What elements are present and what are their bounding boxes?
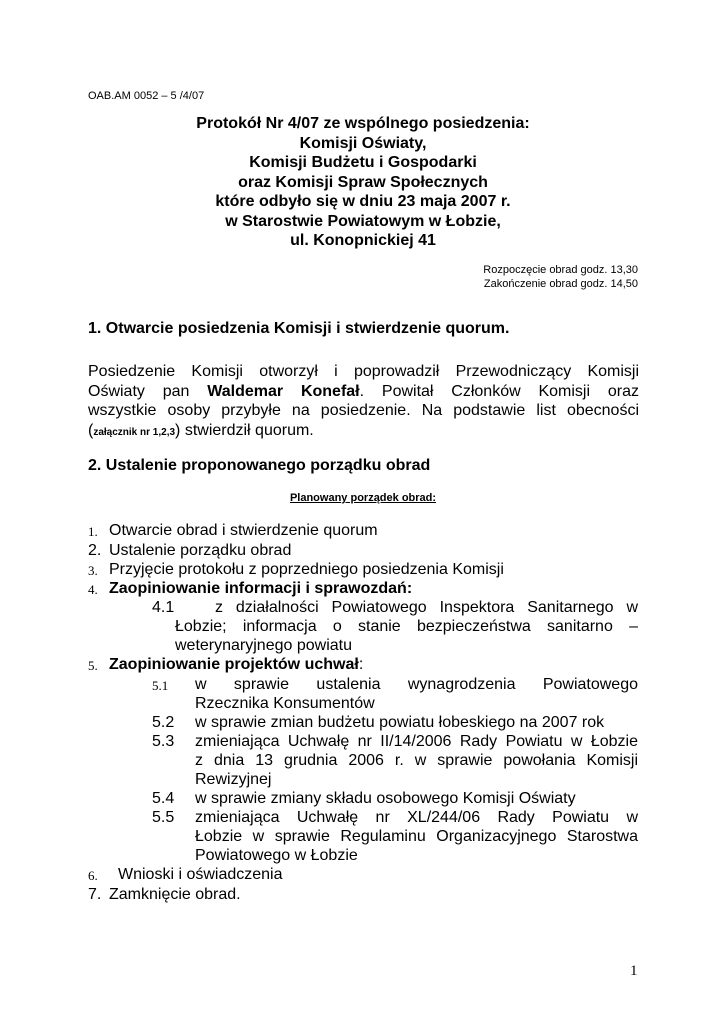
sub-item-number: 5.4 bbox=[152, 790, 175, 807]
agenda-number: 2. bbox=[88, 542, 102, 559]
sub-item-line: z dnia 13 grudnia 2006 r. w sprawie powołania Komisji bbox=[195, 752, 638, 769]
agenda-item: Ustalenie porządku obrad bbox=[109, 542, 292, 559]
section1-heading: 1. Otwarcie posiedzenia Komisji i stwierdzenie quorum. bbox=[88, 320, 510, 337]
end-time: Zakończenie obrad godz. 14,50 bbox=[483, 278, 638, 290]
para-text: Oświaty pan bbox=[88, 382, 208, 400]
sub-item-line: weterynaryjnego powiatu bbox=[175, 637, 352, 654]
agenda-item-suffix: : bbox=[358, 656, 364, 673]
sub-item-line: w sprawie ustalenia wynagrodzenia Powiatowego bbox=[195, 676, 638, 693]
document-reference: OAB.AM 0052 – 5 /4/07 bbox=[88, 90, 205, 102]
sub-item-line: Powiatowego w Łobzie bbox=[195, 847, 358, 864]
sub-item-line: zmieniająca Uchwałę nr II/14/2006 Rady Powiatu w Łobzie bbox=[195, 733, 638, 750]
para-line: Posiedzenie Komisji otworzył i poprowadził Przewodniczący Komisji bbox=[88, 363, 639, 380]
sub-item-line: Rewizyjnej bbox=[195, 771, 272, 788]
sub-item-line: zmieniająca Uchwałę nr XL/244/06 Rady Powiatu w bbox=[195, 809, 638, 826]
title-line: oraz Komisji Spraw Społecznych bbox=[238, 173, 488, 191]
agenda-number: 4. bbox=[88, 582, 98, 597]
para-text: . Powitał Członków Komisji oraz bbox=[359, 382, 639, 400]
agenda-item: Otwarcie obrad i stwierdzenie quorum bbox=[109, 522, 378, 539]
sub-item-number: 5.2 bbox=[152, 714, 175, 731]
para-text: ) stwierdził quorum. bbox=[175, 421, 314, 439]
sub-item-line: w sprawie zmiany składu osobowego Komisji Oświaty bbox=[195, 790, 576, 807]
sub-item-number: 4.1 bbox=[152, 599, 175, 616]
agenda-item bbox=[109, 656, 363, 674]
document-title bbox=[88, 114, 638, 251]
planned-agenda-label: Planowany porządek obrad: bbox=[289, 492, 437, 504]
session-times bbox=[483, 263, 638, 291]
section2-heading: 2. Ustalenie proponowanego porządku obrad bbox=[88, 457, 431, 474]
start-time: Rozpoczęcie obrad godz. 13,30 bbox=[483, 264, 638, 276]
sub-item-line: w sprawie zmian budżetu powiatu łobeskiego na 2007 rok bbox=[195, 714, 605, 731]
para-line bbox=[88, 382, 639, 402]
agenda-item: Przyjęcie protokołu z poprzedniego posiedzenia Komisji bbox=[109, 561, 504, 578]
title-line: w Starostwie Powiatowym w Łobzie, bbox=[225, 212, 501, 230]
para-line bbox=[88, 421, 639, 441]
title-line: ul. Konopnickiej 41 bbox=[290, 232, 436, 249]
sub-item-number: 5.1 bbox=[152, 678, 169, 693]
title-line: Komisji Budżetu i Gospodarki bbox=[249, 154, 477, 171]
agenda-number: 1. bbox=[88, 524, 98, 539]
title-line: Komisji Oświaty, bbox=[299, 134, 427, 152]
attachment-ref: załącznik nr 1,2,3 bbox=[93, 426, 176, 438]
para-line: wszystkie osoby przybyłe na posiedzenie. Na podstawie list obecności bbox=[88, 402, 639, 419]
sub-item-line: z działalności Powiatowego Inspektora Sanitarnego w bbox=[215, 599, 638, 616]
chair-name: Waldemar Konefał bbox=[207, 382, 360, 400]
paren: ( bbox=[88, 421, 94, 439]
agenda-number: 5. bbox=[88, 658, 98, 673]
agenda-number: 7. bbox=[88, 886, 102, 903]
sub-item-line: Rzecznika Konsumentów bbox=[195, 695, 375, 712]
agenda-number: 6. bbox=[88, 868, 98, 883]
title-line: Protokół Nr 4/07 ze wspólnego posiedzenia: bbox=[196, 115, 530, 132]
sub-item-number: 5.3 bbox=[152, 733, 175, 750]
agenda-item-bold: Zaopiniowanie projektów uchwał bbox=[109, 656, 359, 673]
agenda-item: Zamknięcie obrad. bbox=[109, 886, 241, 903]
page-number: 1 bbox=[630, 963, 638, 979]
agenda-number: 3. bbox=[88, 563, 98, 578]
title-line: które odbyło się w dniu 23 maja 2007 r. bbox=[215, 193, 511, 210]
sub-item-line: Łobzie w sprawie Regulaminu Organizacyjnego Starostwa bbox=[195, 828, 638, 845]
section1-paragraph bbox=[88, 362, 639, 440]
sub-item-line: Łobzie; informacja o stanie bezpieczeństwa sanitarno – bbox=[175, 618, 638, 635]
sub-item-number: 5.5 bbox=[152, 809, 175, 826]
agenda-item: Wnioski i oświadczenia bbox=[118, 866, 283, 883]
agenda-item: Zaopiniowanie informacji i sprawozdań: bbox=[109, 580, 413, 597]
